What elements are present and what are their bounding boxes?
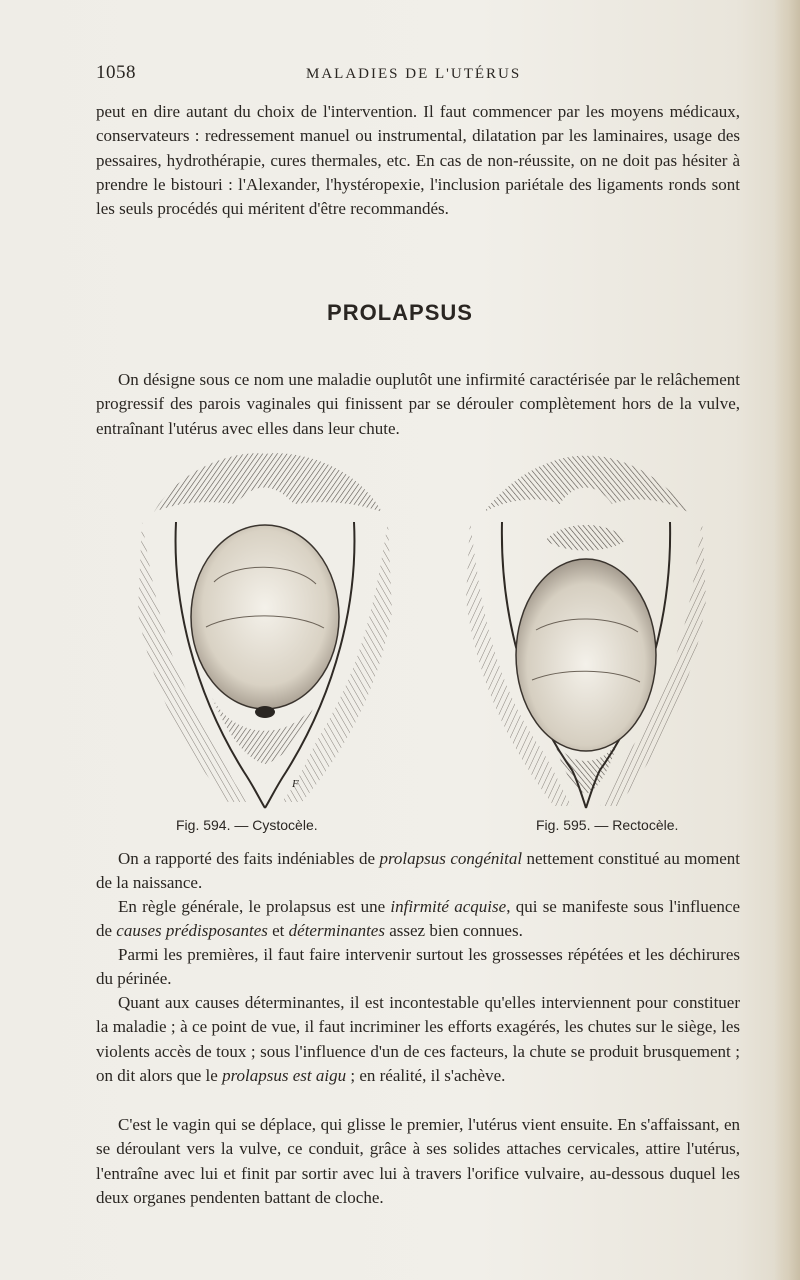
body-paragraph: C'est le vagin qui se déplace, qui glisse le premier, l'utérus vient ensuite. En s'affaissant, en se déroulant vers la vulve, ce conduit, grâce à ses solides attaches cervicales, attire l'utérus, l'entraîne avec lui et finit par sortir avec lui à travers l'orifice vulvaire, au-dessous duquel les deux organes pendenten battant de cloche. xyxy=(96,1115,740,1207)
figure-caption-594: Fig. 594. — Cystocèle. xyxy=(176,817,318,833)
definition-paragraph: On désigne sous ce nom une maladie ouplutôt une infirmité caractérisée par le relâchement progressif des parois vaginales qui finissent par se dérouler complètement hors de la vulve, entraînant l'utérus avec elles dans leur chute. xyxy=(96,370,740,438)
page-edge-shadow xyxy=(774,0,800,1280)
body-paragraph: Quant aux causes déterminantes, il est incontestable qu'elles interviennent pour constituer la maladie ; à ce point de vue, il faut incriminer les efforts exagérés, les chutes sur le siège, les violents accès de toux ; sous l'influence d'un de ces facteurs, la chute se produit brusquement ; on dit alors que le prolapsus est aigu ; en réalité, il s'achève. xyxy=(96,993,740,1085)
body-paragraph: Parmi les premières, il faut faire intervenir surtout les grossesses répétées et les déchirures du périnée. xyxy=(96,945,740,989)
figure-caption-595: Fig. 595. — Rectocèle. xyxy=(536,817,679,833)
body-paragraph: En règle générale, le prolapsus est une infirmité acquise, qui se manifeste sous l'influence de causes prédisposantes et déterminantes assez bien connues. xyxy=(96,897,741,941)
cystocele-illustration xyxy=(124,442,406,814)
section-heading: PROLAPSUS xyxy=(327,300,473,325)
body-paragraph: On a rapporté des faits indéniables de prolapsus congénital nettement constitué au moment de la naissance. xyxy=(96,849,740,893)
rectocele-illustration xyxy=(462,450,710,812)
page-number: 1058 xyxy=(96,62,136,83)
intro-paragraph: peut en dire autant du choix de l'intervention. Il faut commencer par les moyens médicaux, conservateurs : redressement manuel ou instrumental, dilatation par les laminaires, usage des pessaires, hydrothérapie, cures thermales, etc. En cas de non-réussite, on ne doit pas hésiter à prendre le bistouri : l'Alexander, l'hystéropexie, l'inclusion pariétale des ligaments ronds sont les seuls procédés qui méritent d'être recommandés. xyxy=(96,102,740,219)
plate-mark: F xyxy=(292,778,299,790)
page-header xyxy=(96,62,736,92)
running-head: MALADIES DE L'UTÉRUS xyxy=(306,66,522,82)
